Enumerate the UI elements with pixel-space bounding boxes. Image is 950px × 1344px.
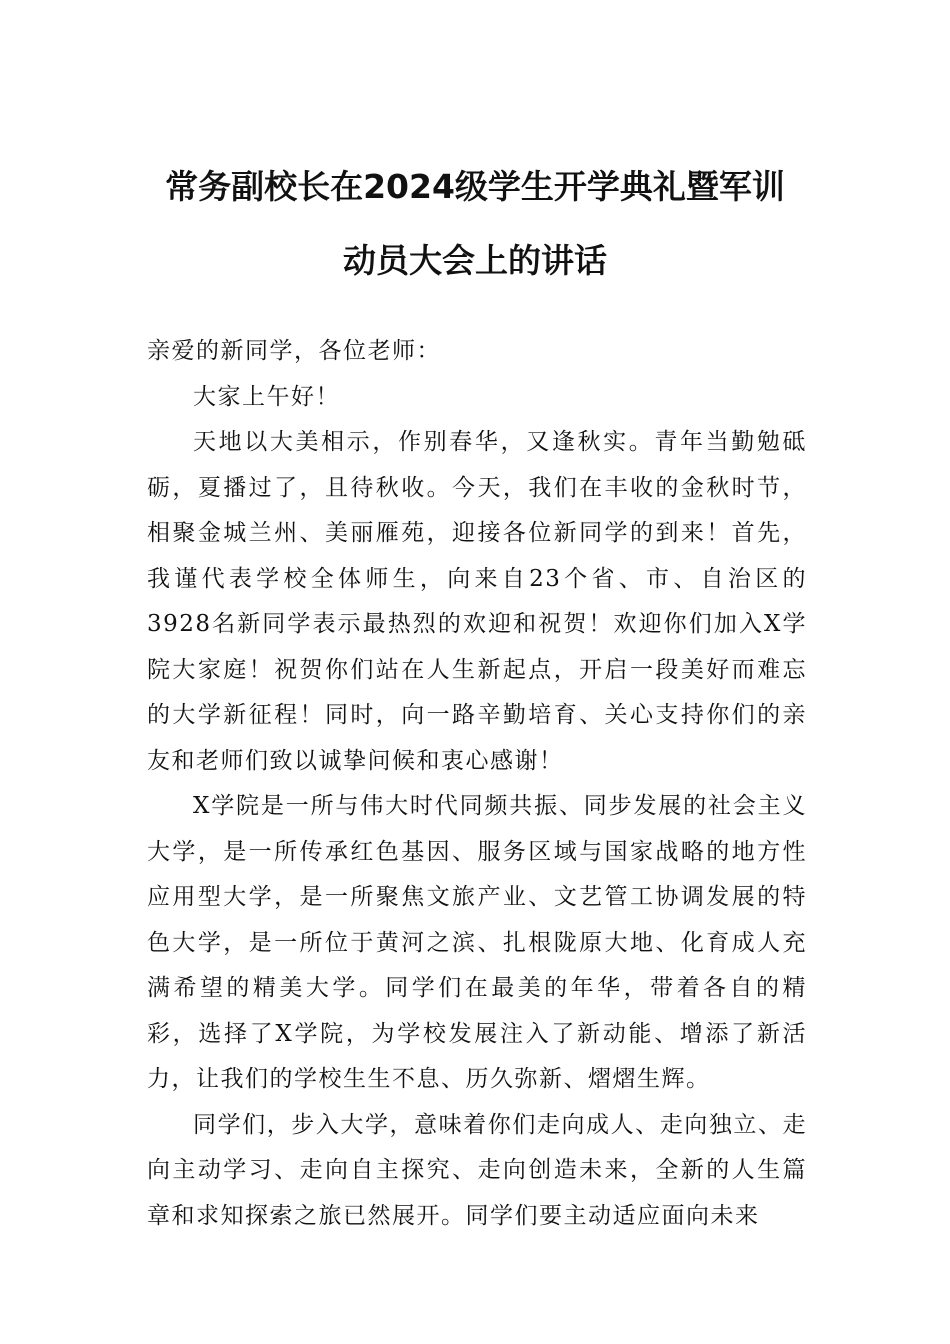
salutation: 亲爱的新同学，各位老师： xyxy=(147,338,441,364)
paragraph-greeting: 大家上午好！ xyxy=(193,383,340,410)
document-title xyxy=(130,150,820,298)
title-line-2: 动员大会上的讲话 xyxy=(343,241,607,280)
title-line-1: 常务副校长在2024级学生开学典礼暨军训 xyxy=(165,167,785,206)
paragraph-university-life: 同学们，步入大学，意味着你们走向成人、走向独立、走向主动学习、走向自主探究、走向创造未来，全新的人生篇章和求知探索之旅已然展开。同学们要主动适应面向未来 xyxy=(147,1111,807,1229)
paragraph-welcome: 天地以大美相示，作别春华，又逢秋实。青年当勤勉砥砺，夏播过了，且待秋收。今天，我们在丰收的金秋时节，相聚金城兰州、美丽雁苑，迎接各位新同学的到来！首先，我谨代表学校全体师生，向来自23个省、市、自治区的3928名新同学表示最热烈的欢迎和祝贺！欢迎你们加入X学院大家庭！祝贺你们站在人生新起点，开启一段美好而难忘的大学新征程！同时，向一路辛勤培育、关心支持你们的亲友和老师们致以诚挚问候和衷心感谢！ xyxy=(147,429,807,774)
paragraph-college-intro: X学院是一所与伟大时代同频共振、同步发展的社会主义大学，是一所传承红色基因、服务区域与国家战略的地方性应用型大学，是一所聚焦文旅产业、文艺管工协调发展的特色大学，是一所位于黄河之滨、扎根陇原大地、化育成人充满希望的精美大学。同学们在最美的年华，带着各自的精彩，选择了X学院，为学校发展注入了新动能、增添了新活力，让我们的学校生生不息、历久弥新、熠熠生辉。 xyxy=(147,793,807,1092)
document-body xyxy=(147,329,807,1239)
